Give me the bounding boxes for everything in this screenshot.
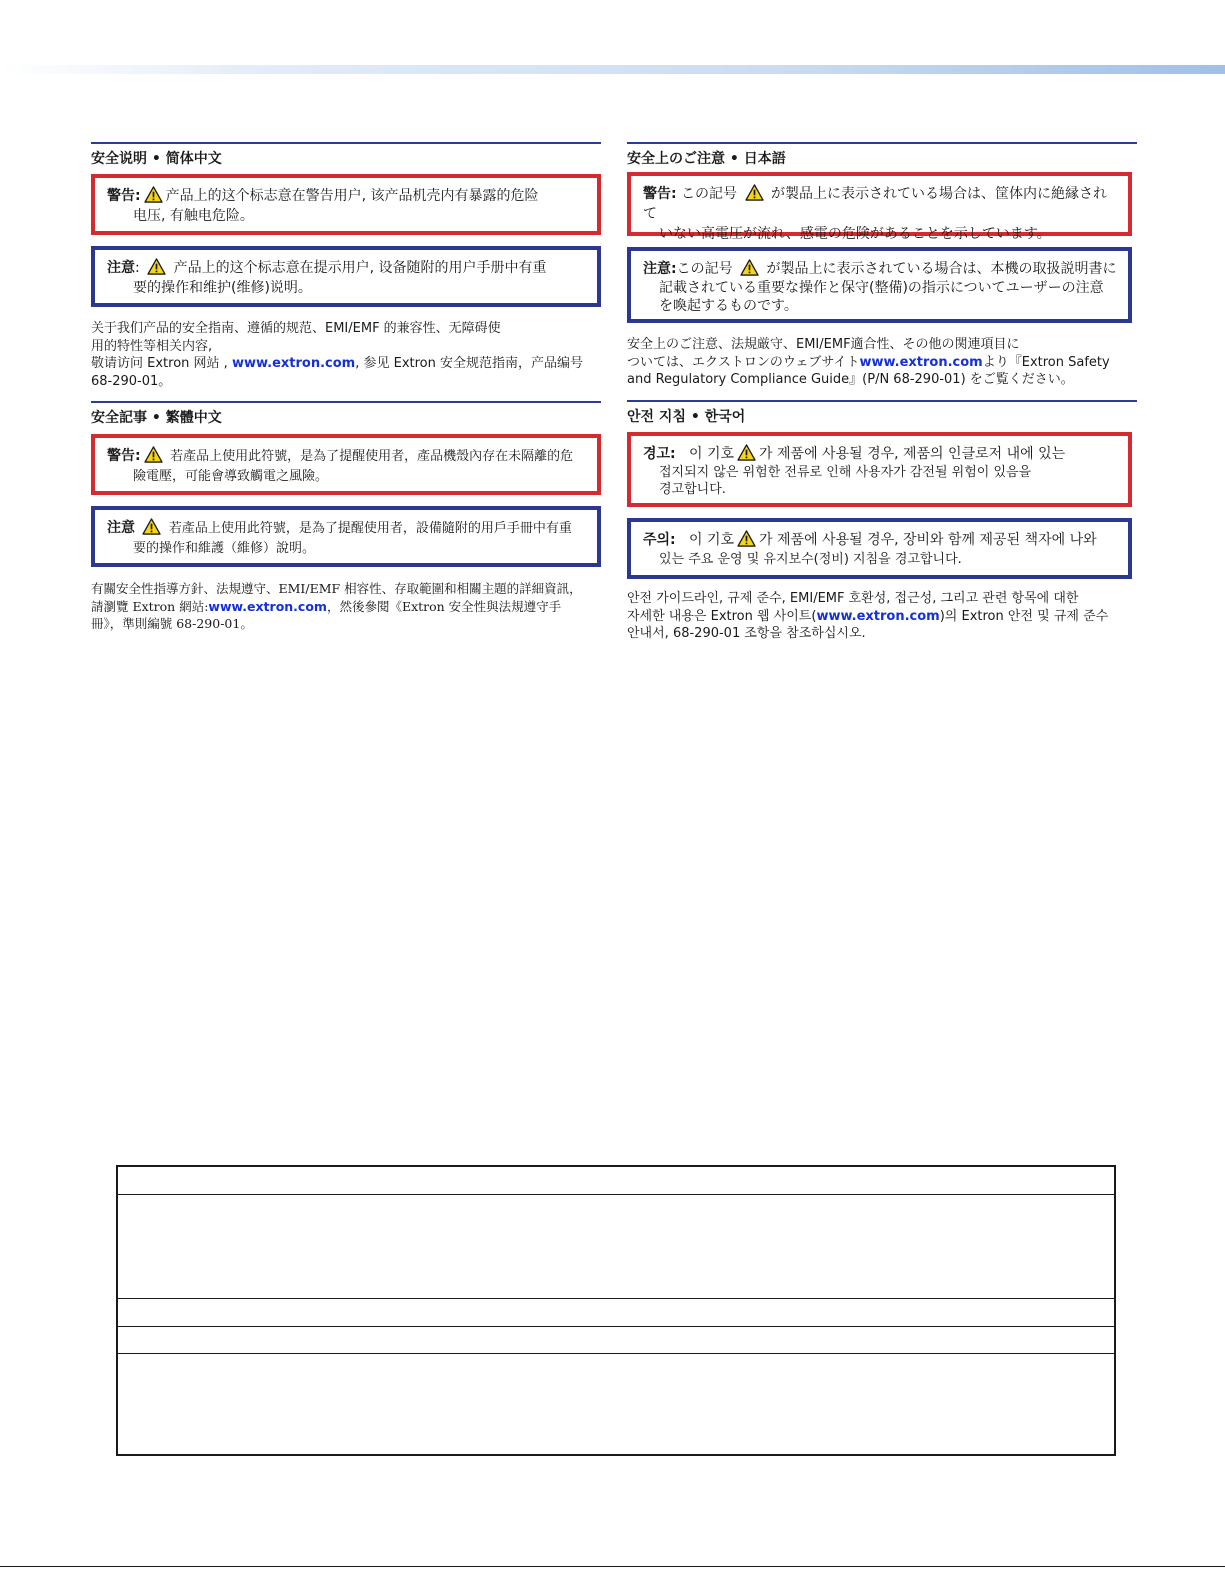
caution-colon: :	[135, 260, 140, 276]
info-line-2-post: より『Extron Safety	[982, 354, 1110, 370]
blank-form-table	[116, 1165, 1116, 1456]
warning-box-simplified-chinese	[91, 174, 601, 235]
warning-triangle-icon	[147, 258, 166, 275]
info-line-1: 安全上のご注意、法規厳守、EMI/EMF適合性、その他の関連項目に	[627, 337, 1020, 352]
info-line-1: 关于我们产品的安全指南、遵循的规范、EMI/EMF 的兼容性、无障碍使	[91, 321, 501, 336]
warning-text-line-1a: 이 기호	[689, 446, 735, 462]
footer-rule	[0, 1566, 1225, 1567]
section-title-traditional-chinese: 安全記事 • 繁體中文	[91, 401, 601, 428]
info-line-1: 안전 가이드라인, 규제 준수, EMI/EMF 호환성, 접근성, 그리고 관련 항목에 대한	[627, 591, 1079, 606]
info-line-2-pre: 請瀏覽 Extron 網站:	[91, 598, 209, 614]
warning-box-japanese	[627, 172, 1132, 242]
warning-triangle-icon	[745, 184, 764, 201]
caution-text-line-3: を喚起するものです。	[659, 298, 798, 314]
table-row-divider	[118, 1353, 1114, 1354]
caution-text-line-2: 要的操作和維護（維修）說明。	[133, 541, 316, 556]
caution-label: 注意	[107, 520, 135, 536]
caution-text-line-1a: 이 기호	[689, 532, 735, 548]
caution-text-line-2: 要的操作和维护(维修)说明。	[133, 280, 312, 296]
info-line-3: 冊》，準則編號 68-290-01。	[91, 616, 253, 631]
extron-website-link[interactable]: www.extron.com	[859, 354, 983, 370]
warning-text-line-3: 경고합니다.	[659, 482, 726, 497]
info-line-4: 68-290-01。	[91, 373, 172, 389]
extron-website-link[interactable]: www.extron.com	[231, 356, 356, 371]
warning-text-line-2: いない高電圧が流れ、感電の危険があることを示しています。	[659, 226, 1051, 242]
extron-website-link[interactable]: www.extron.com	[208, 598, 327, 614]
info-line-3: 안내서, 68-290-01 조항을 참조하십시오.	[627, 626, 866, 641]
warning-text-line-1: 若產品上使用此符號，是為了提醒使用者，產品機殼內存在未隔離的危	[170, 449, 574, 464]
info-line-3-post: , 参见 Extron 安全规范指南，产品编号	[355, 356, 584, 371]
info-paragraph-traditional-chinese	[91, 580, 601, 633]
info-line-2: 用的特性等相关内容,	[91, 338, 213, 354]
warning-triangle-icon	[740, 259, 759, 276]
warning-triangle-icon	[142, 518, 161, 535]
caution-label: 注意:	[643, 261, 677, 277]
caution-text-line-1b: 가 제품에 사용될 경우, 장비와 함께 제공된 책자에 나와	[759, 532, 1097, 548]
info-line-2	[627, 608, 1137, 626]
caution-text-line-1b: が製品上に表示されている場合は、本機の取扱説明書に	[766, 261, 1117, 277]
warning-label: 警告:	[643, 186, 677, 202]
warning-box-korean	[627, 432, 1132, 507]
warning-triangle-icon	[144, 186, 163, 203]
caution-box-korean	[627, 518, 1132, 579]
section-title-korean: 안전 지침 • 한국어	[627, 400, 1137, 427]
warning-triangle-icon	[737, 530, 756, 547]
warning-label: 경고:	[643, 446, 676, 462]
caution-text-line-2: 記載されている重要な操作と保守(整備)の指示についてユーザーの注意	[659, 280, 1104, 296]
table-row-divider	[118, 1194, 1114, 1195]
table-row-divider	[118, 1298, 1114, 1299]
warning-box-traditional-chinese	[91, 434, 601, 495]
info-line-3	[91, 355, 601, 373]
section-title-japanese: 安全上のご注意 • 日本語	[627, 142, 1137, 169]
info-line-2-pre: 자세한 내용은 Extron 웹 사이트(	[627, 608, 817, 624]
info-line-2-post: )의 Extron 안전 및 규제 준수	[939, 608, 1109, 624]
caution-box-traditional-chinese	[91, 506, 601, 567]
caution-text-line-1: 产品上的这个标志意在提示用户, 设备随附的用户手册中有重	[173, 260, 547, 276]
warning-text-line-2: 접지되지 않은 위험한 전류로 인해 사용자가 감전될 위험이 있음을	[659, 465, 1032, 480]
table-row-divider	[118, 1326, 1114, 1327]
info-paragraph-korean	[627, 590, 1137, 643]
section-title-simplified-chinese: 安全说明 • 简体中文	[91, 142, 601, 169]
info-line-3: and Regulatory Compliance Guide』(P/N 68-290-01) をご覧ください。	[627, 372, 1074, 387]
info-line-2-post: ，然後參閱《Extron 安全性與法規遵守手	[326, 598, 562, 614]
info-line-1: 有關安全性指導方針、法規遵守、EMI/EMF 相容性、存取範圍和相關主題的詳細資訊，	[91, 581, 582, 596]
warning-text-line-1a: この記号	[681, 186, 738, 202]
header-gradient-bar	[0, 65, 1225, 74]
info-line-2	[91, 598, 601, 616]
warning-triangle-icon	[144, 446, 163, 463]
warning-label: 警告:	[107, 448, 141, 464]
info-line-2-pre: ついては、エクストロンのウェブサイト	[627, 354, 860, 370]
caution-text-line-2: 있는 주요 운영 및 유지보수(정비) 지침을 경고합니다.	[659, 552, 962, 567]
caution-text-line-1: 若產品上使用此符號，是為了提醒使用者，設備隨附的用戶手冊中有重	[168, 521, 572, 536]
warning-triangle-icon	[737, 444, 756, 461]
warning-text-line-1b: 가 제품에 사용될 경우, 제품의 인클로저 내에 있는	[759, 446, 1066, 462]
caution-box-simplified-chinese	[91, 246, 601, 307]
warning-text-line-2: 电压, 有触电危险。	[133, 208, 254, 224]
info-paragraph-japanese	[627, 336, 1137, 389]
warning-text-line-2: 險電壓，可能會導致觸電之風險。	[133, 469, 329, 484]
warning-label: 警告:	[107, 188, 141, 204]
caution-label: 注意	[107, 260, 135, 276]
caution-text-line-1a: この記号	[676, 261, 733, 277]
warning-text-line-1b: が製品上に表示されている場合は、筐体内に絶縁されて	[643, 186, 1107, 222]
caution-box-japanese	[627, 247, 1132, 323]
warning-text-line-1: 产品上的这个标志意在警告用户, 该产品机壳内有暴露的危险	[165, 188, 539, 204]
info-paragraph-simplified-chinese	[91, 320, 601, 390]
info-line-3-pre: 敬请访问 Extron 网站 ,	[91, 356, 228, 371]
info-line-2	[627, 354, 1137, 372]
caution-label: 주의:	[643, 532, 676, 548]
extron-website-link[interactable]: www.extron.com	[816, 608, 940, 624]
